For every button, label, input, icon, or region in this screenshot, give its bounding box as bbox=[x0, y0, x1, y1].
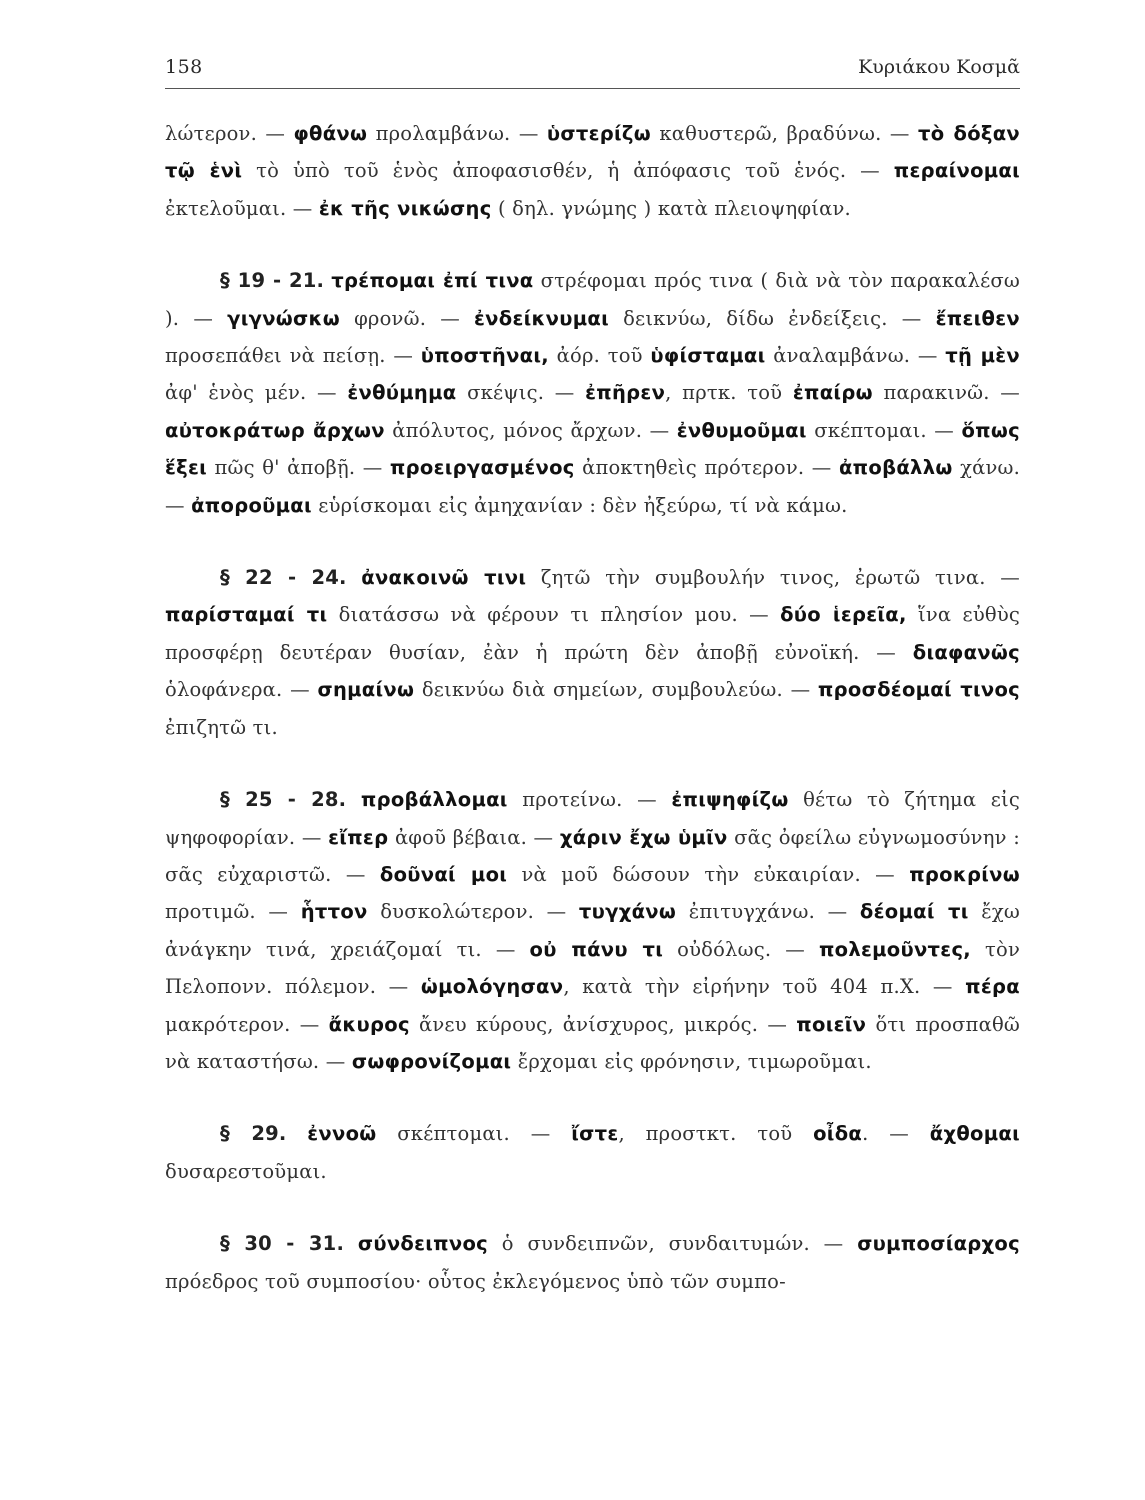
headword: ἄχθομαι bbox=[929, 1122, 1020, 1146]
headword: πολεμοῦντες, bbox=[818, 937, 972, 961]
gloss-text: ἀπόλυτος, μόνος ἄρχων. — bbox=[384, 418, 677, 442]
headword: ἐννοῶ bbox=[307, 1122, 377, 1146]
gloss-text: σκέψις. — bbox=[456, 381, 586, 405]
headword: ἀνακοινῶ τινι bbox=[361, 566, 527, 590]
gloss-text: προσεπάθει νὰ πείσῃ. — bbox=[165, 344, 421, 368]
paragraph-section-29 bbox=[165, 1115, 1020, 1190]
gloss-text: σκέπτομαι. — bbox=[806, 418, 962, 442]
headword: ἀποβάλλω bbox=[838, 456, 953, 480]
gloss-text: ἀποκτηθεὶς πρότερον. — bbox=[574, 456, 839, 480]
headword: ἐκ τῆς νικώσης bbox=[318, 196, 492, 220]
headword: ἔπειθεν bbox=[935, 306, 1020, 330]
headword: πέρα bbox=[965, 975, 1020, 999]
headword: ὡμολόγησαν bbox=[420, 975, 564, 999]
page-number: 158 bbox=[165, 56, 203, 78]
section-marker: § 29. bbox=[220, 1122, 287, 1146]
gloss-text: ἀφ' ἑνὸς μέν. — bbox=[165, 381, 348, 405]
gloss-text: οὐδόλως. — bbox=[663, 937, 819, 961]
gloss-text: προτείνω. — bbox=[507, 788, 672, 812]
headword: προσδέομαί τινος bbox=[817, 678, 1020, 702]
headword: ἴστε bbox=[571, 1122, 619, 1146]
gloss-text: ἐκτελοῦμαι. — bbox=[165, 196, 319, 220]
gloss-text: χάνω. — bbox=[165, 456, 1021, 517]
headword: ἐπαίρω bbox=[792, 381, 873, 405]
gloss-text: εὑρίσκομαι εἰς ἀμηχανίαν : δὲν ἠξεύρω, τί νὰ κάμω. bbox=[311, 493, 848, 517]
headword: τρέπομαι ἐπί τινα bbox=[331, 269, 534, 293]
gloss-text: ἄνευ κύρους, ἀνίσχυρος, μικρός. — bbox=[409, 1012, 797, 1036]
headword: εἴπερ bbox=[328, 825, 389, 849]
paragraph-section-22-24 bbox=[165, 559, 1020, 746]
gloss-text: ( δηλ. γνώμης ) κατὰ πλειοψηφίαν. bbox=[491, 196, 851, 220]
gloss-text: νὰ μοῦ δώσουν τὴν εὐκαιρίαν. — bbox=[507, 862, 910, 886]
page-header bbox=[165, 48, 1020, 89]
headword: τυγχάνω bbox=[578, 900, 677, 924]
gloss-text: διατάσσω νὰ φέρουν τι πλησίον μου. — bbox=[327, 603, 781, 627]
headword: συμποσίαρχος bbox=[857, 1232, 1020, 1256]
headword: διαφανῶς bbox=[912, 640, 1020, 664]
gloss-text: λώτερον. — bbox=[165, 122, 294, 145]
paragraph-section-25-28 bbox=[165, 781, 1020, 1080]
headword: ἄκυρος bbox=[328, 1012, 410, 1036]
headword: προβάλλομαι bbox=[360, 788, 508, 812]
paragraph-section-19-21 bbox=[165, 262, 1020, 524]
headword: οἶδα bbox=[813, 1122, 863, 1146]
headword: προειργασμένος bbox=[389, 456, 575, 480]
headword: ἀποροῦμαι bbox=[191, 493, 312, 517]
running-title: Κυριάκου Κοσμᾶ bbox=[858, 56, 1020, 78]
headword: προκρίνω bbox=[909, 862, 1021, 886]
gloss-text: δυσκολώτερον. — bbox=[367, 900, 579, 924]
headword: δέομαί τι bbox=[859, 900, 969, 924]
headword: δοῦναί μοι bbox=[379, 862, 508, 886]
gloss-text: ζητῶ τὴν συμβουλήν τινος, ἐρωτῶ τινα. — bbox=[526, 566, 1021, 590]
headword: ὑφίσταμαι bbox=[650, 344, 766, 368]
gloss-text: τὸν Πελοπονν. πόλεμον. — bbox=[165, 937, 1020, 999]
gloss-text bbox=[286, 1122, 307, 1145]
gloss-text: ἀόρ. τοῦ bbox=[548, 344, 651, 368]
headword: παρίσταμαί τι bbox=[165, 603, 328, 627]
gloss-text: ἵνα εὐθὺς προσφέρῃ δευτέραν θυσίαν, ἐὰν ἡ πρώτη δὲν ἀποβῇ εὐνοϊκή. — bbox=[165, 603, 1020, 664]
headword: αὐτοκράτωρ ἄρχων bbox=[165, 418, 385, 442]
headword: ἐνθύμημα bbox=[347, 381, 457, 405]
gloss-text: σκέπτομαι. — bbox=[376, 1122, 572, 1146]
gloss-text: δεικνύω διὰ σημείων, συμβουλεύω. — bbox=[414, 678, 818, 702]
gloss-text: , κατὰ τὴν εἰρήνην τοῦ 404 π.Χ. — bbox=[563, 975, 966, 999]
gloss-text: , πρτκ. τοῦ bbox=[665, 381, 793, 405]
section-marker: § 19 - 21. bbox=[220, 269, 325, 293]
headword: τὸ δόξαν τῷ ἑνὶ bbox=[165, 122, 1020, 183]
headword: τῇ μὲν bbox=[945, 344, 1020, 368]
headword: χάριν ἔχω ὑμῖν bbox=[559, 825, 728, 849]
commentary-body bbox=[165, 115, 1020, 1335]
gloss-text: μακρότερον. — bbox=[165, 1012, 329, 1036]
headword: ὑστερίζω bbox=[546, 122, 651, 145]
gloss-text: προτιμῶ. — bbox=[165, 900, 301, 924]
headword: ποιεῖν bbox=[796, 1012, 867, 1036]
gloss-text: παρακινῶ. — bbox=[872, 381, 1020, 405]
headword: γιγνώσκω bbox=[227, 306, 340, 330]
headword: ἐνδείκνυμαι bbox=[474, 306, 609, 330]
headword: δύο ἱερεῖα, bbox=[780, 603, 907, 627]
headword: φθάνω bbox=[293, 122, 368, 145]
gloss-text: στρέφομαι πρός τινα ( διὰ νὰ τὸν παρακαλέσω ). — bbox=[165, 269, 1021, 330]
gloss-text: ἐπιζητῶ τι. bbox=[165, 715, 278, 739]
gloss-text: , προστκτ. τοῦ bbox=[618, 1122, 814, 1146]
section-marker: § 25 - 28. bbox=[220, 788, 347, 812]
section-marker: § 30 - 31. bbox=[220, 1232, 345, 1256]
gloss-text: τὸ ὑπὸ τοῦ ἑνὸς ἀποφασισθέν, ἡ ἀπόφασις τοῦ ἑνός. — bbox=[242, 159, 894, 183]
gloss-text: ὁ συνδειπνῶν, συνδαιτυμών. — bbox=[488, 1232, 858, 1256]
gloss-text: φρονῶ. — bbox=[339, 306, 475, 330]
gloss-text: δυσαρεστοῦμαι. bbox=[165, 1159, 327, 1183]
paragraph-0 bbox=[165, 115, 1020, 227]
gloss-text: δεικνύω, δίδω ἐνδείξεις. — bbox=[608, 306, 936, 330]
gloss-text: ἔρχομαι εἰς φρόνησιν, τιμωροῦμαι. bbox=[511, 1049, 872, 1073]
gloss-text: ἔχω ἀνάγκην τινά, χρειάζομαί τι. — bbox=[165, 900, 1020, 961]
gloss-text: ἀφοῦ βέβαια. — bbox=[388, 825, 560, 849]
headword: περαίνομαι bbox=[893, 159, 1021, 183]
headword: ὅπως ἕξει bbox=[165, 418, 1020, 480]
gloss-text: θέτω τὸ ζήτημα εἰς ψηφοφορίαν. — bbox=[165, 788, 1020, 849]
headword: ἐνθυμοῦμαι bbox=[676, 418, 807, 442]
gloss-text bbox=[346, 788, 361, 811]
headword: οὐ πάνυ τι bbox=[529, 937, 664, 961]
paragraph-section-30-31 bbox=[165, 1225, 1020, 1300]
gloss-text bbox=[344, 1232, 358, 1255]
section-marker: § 22 - 24. bbox=[220, 566, 347, 590]
headword: ἐπιψηφίζω bbox=[671, 788, 789, 812]
gloss-text: καθυστερῶ, βραδύνω. — bbox=[651, 122, 918, 145]
headword: ἐπῆρεν bbox=[585, 381, 666, 405]
headword: σημαίνω bbox=[317, 678, 415, 702]
headword: σωφρονίζομαι bbox=[351, 1049, 512, 1073]
gloss-text: . — bbox=[862, 1122, 930, 1146]
headword: ὑποστῆναι, bbox=[420, 344, 549, 368]
gloss-text bbox=[347, 566, 362, 589]
gloss-text: πρόεδρος τοῦ συμποσίου· οὗτος ἐκλεγόμενος ὑπὸ τῶν συμπο- bbox=[165, 1269, 786, 1293]
gloss-text: προλαμβάνω. — bbox=[367, 122, 547, 145]
headword: ἧττον bbox=[300, 900, 368, 924]
gloss-text: ὅτι προσπαθῶ νὰ καταστήσω. — bbox=[165, 1012, 1020, 1073]
headword: σύνδειπνος bbox=[357, 1232, 489, 1256]
gloss-text: ἐπιτυγχάνω. — bbox=[676, 900, 860, 924]
gloss-text: ὁλοφάνερα. — bbox=[165, 678, 318, 702]
gloss-text: ἀναλαμβάνω. — bbox=[765, 344, 946, 368]
gloss-text: σᾶς ὀφείλω εὐγνωμοσύνην : σᾶς εὐχαριστῶ. — bbox=[165, 825, 1020, 886]
gloss-text: πῶς θ' ἀποβῇ. — bbox=[207, 456, 390, 480]
